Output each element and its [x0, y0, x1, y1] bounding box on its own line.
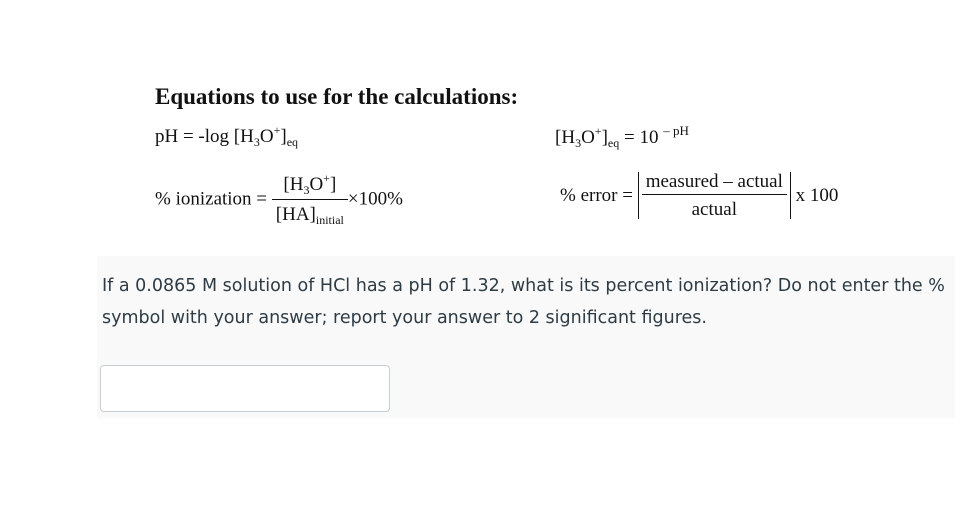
error-equation [560, 172, 838, 219]
ionization-times: ×100% [347, 188, 403, 210]
h3o-equation-sub3: 3 [575, 136, 582, 150]
ph-equation-plus: + [273, 123, 281, 137]
ionization-equation [155, 172, 403, 226]
error-numerator: measured – actual [642, 172, 787, 195]
ph-equation-sub3: 3 [253, 135, 260, 149]
h3o-equation-close: ] [601, 127, 608, 148]
h3o-equation [555, 124, 689, 149]
ionization-lhs: % ionization = [155, 188, 272, 210]
h3o-equation-eq: eq [607, 136, 620, 150]
ionization-fraction [272, 172, 348, 226]
ionization-denominator: $[HA]_{initial}$ [275, 204, 344, 227]
h3o-equation-open: [H [555, 127, 576, 148]
ph-equation [155, 124, 298, 148]
error-fraction [642, 172, 787, 219]
ph-equation-eq: eq [286, 135, 299, 149]
question-text: If a 0.0865 M solution of HCl has a pH of 1.32, what is its percent ionization? Do not enter the % symbol with your answer; report your answer to 2 significant figures. [102, 276, 945, 328]
h3o-equation-rhs: = 10 [619, 127, 664, 148]
ionization-numerator: $[H_3O^+]$ [272, 172, 348, 200]
ph-equation-o: O [259, 126, 274, 147]
ph-equation-lhs: pH = -log [H [155, 126, 254, 147]
h3o-equation-o: O [581, 127, 595, 148]
h3o-equation-exp: – pH [663, 123, 689, 138]
error-denominator: actual [691, 199, 737, 220]
error-times: x 100 [790, 185, 839, 206]
answer-input[interactable] [100, 365, 390, 412]
ph-equation-close: ] [280, 126, 287, 147]
error-absolute-value [638, 172, 791, 219]
error-lhs: % error = [560, 185, 638, 206]
h3o-equation-plus: + [594, 124, 602, 138]
equations-heading: Equations to use for the calculations: [155, 84, 519, 109]
